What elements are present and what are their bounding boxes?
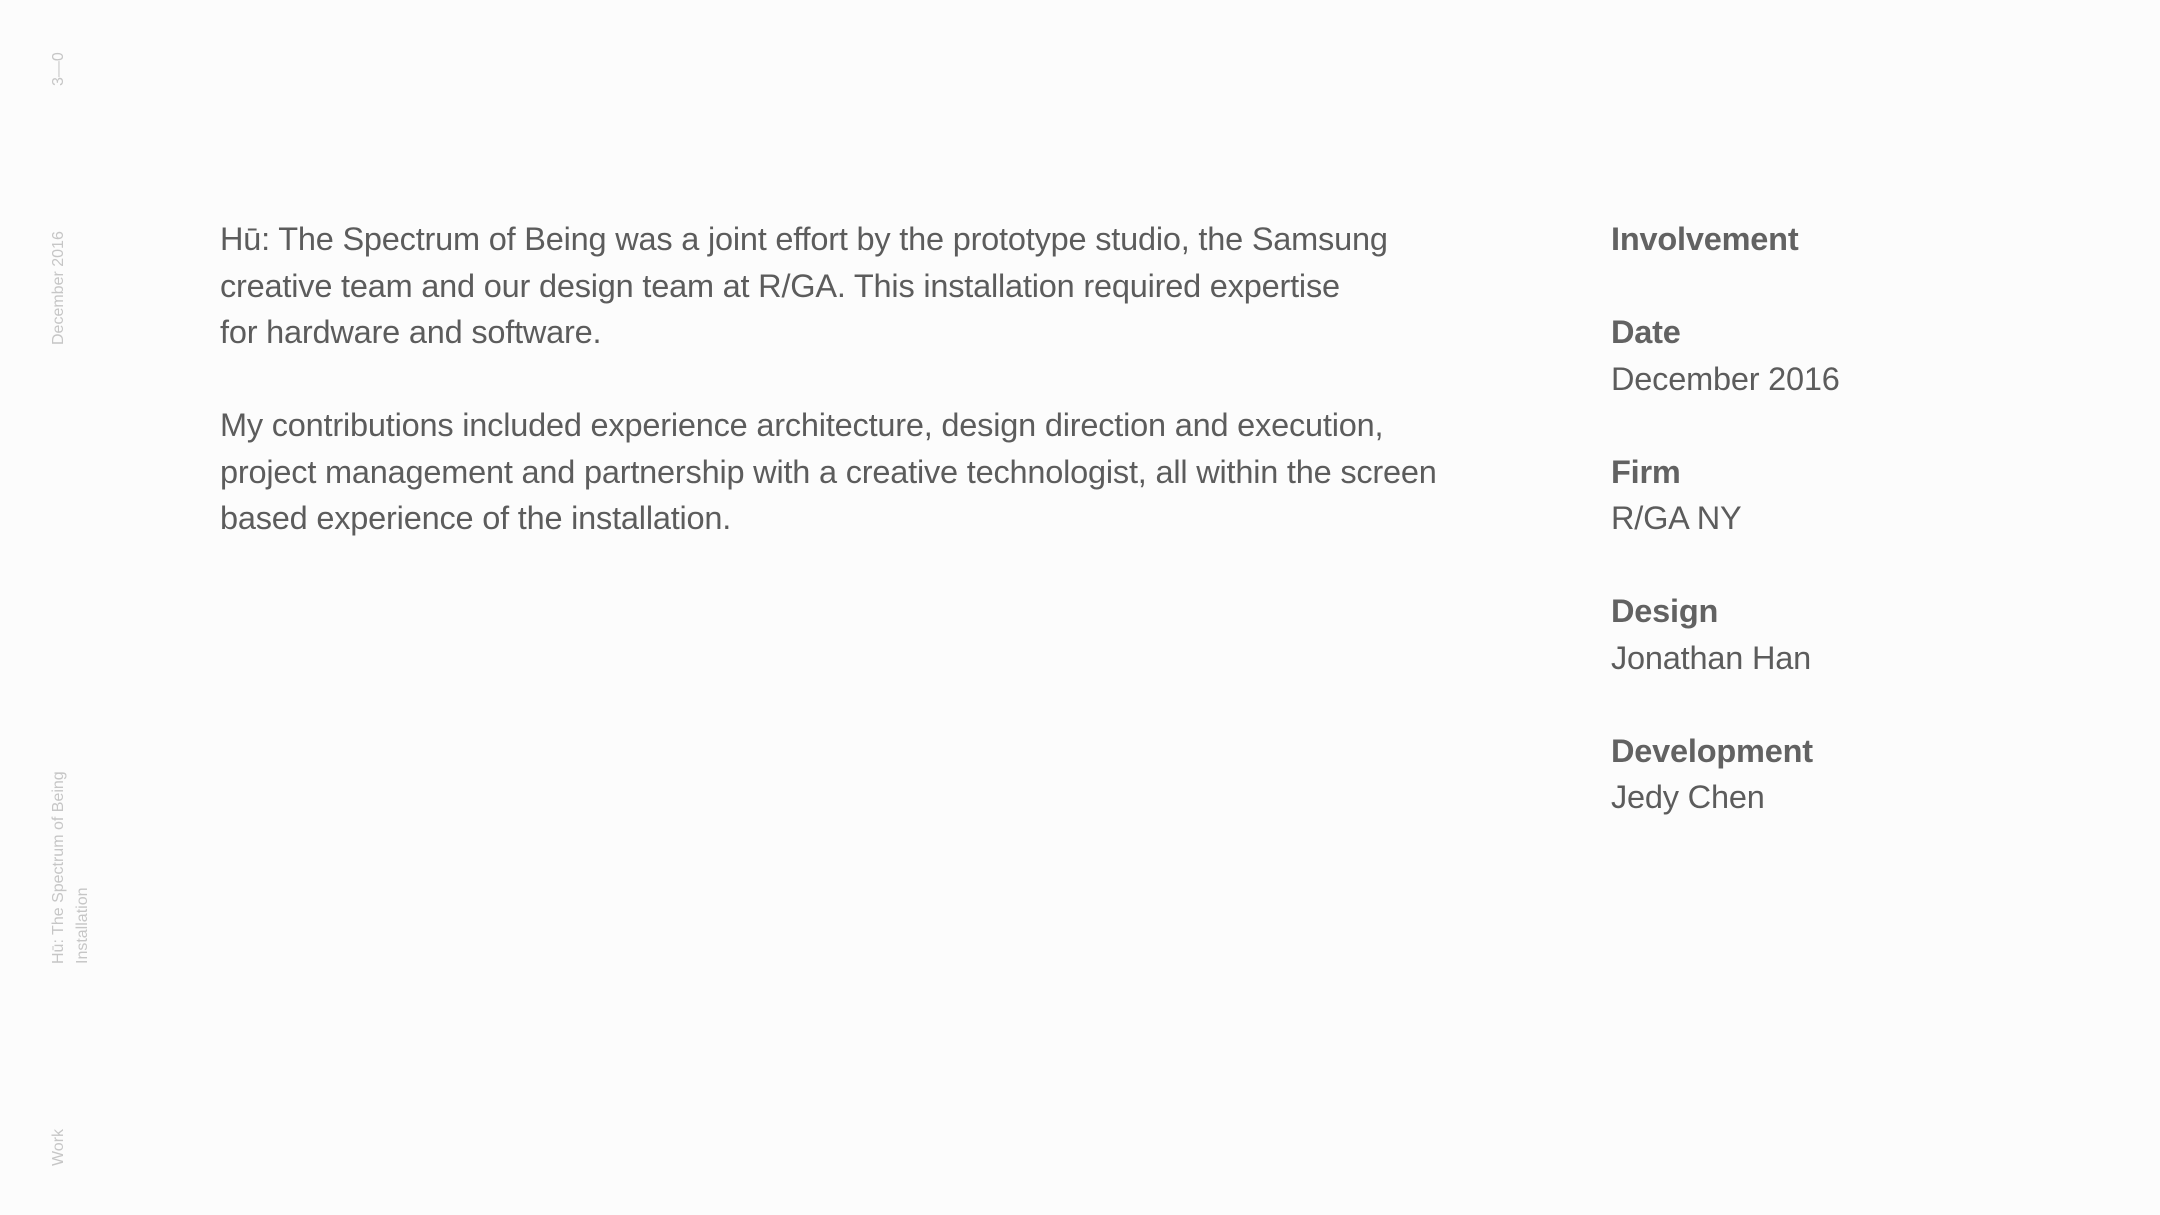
- detail-design-value: Jonathan Han: [1611, 639, 1811, 676]
- detail-development-heading: Development: [1611, 732, 1813, 769]
- side-project-label: [47, 771, 95, 964]
- side-project-title: Hū: The Spectrum of Being: [50, 771, 67, 964]
- detail-date-value: December 2016: [1611, 360, 1840, 397]
- detail-involvement: [1611, 216, 2091, 263]
- side-project-type: Installation: [74, 887, 91, 964]
- detail-firm-value: R/GA NY: [1611, 500, 1742, 536]
- detail-development: [1611, 728, 2091, 821]
- description-paragraph-2: My contributions included experience architecture, design direction and execution, project management and partnership with a creative technologist, all within the screen based experience of the installation.: [220, 407, 1437, 536]
- detail-design-heading: Design: [1611, 593, 1719, 629]
- page-index-label: 3—0: [50, 52, 67, 86]
- detail-design: [1611, 588, 2091, 681]
- detail-development-value: Jedy Chen: [1611, 779, 1765, 815]
- detail-date-heading: Date: [1611, 314, 1681, 350]
- detail-firm: [1611, 449, 2091, 542]
- side-section-work-link[interactable]: Work: [50, 1128, 67, 1166]
- description-paragraph-1: Hū: The Spectrum of Being was a joint effort by the prototype studio, the Samsung creative team and our design team at R/GA. This installation required expertise for hardware and software.: [220, 221, 1388, 350]
- project-description: [220, 216, 1540, 542]
- detail-involvement-heading: Involvement: [1611, 221, 1799, 257]
- project-details: [1611, 216, 2091, 867]
- detail-firm-heading: Firm: [1611, 453, 1681, 490]
- side-date-label: December 2016: [50, 231, 67, 345]
- detail-date: [1611, 309, 2091, 402]
